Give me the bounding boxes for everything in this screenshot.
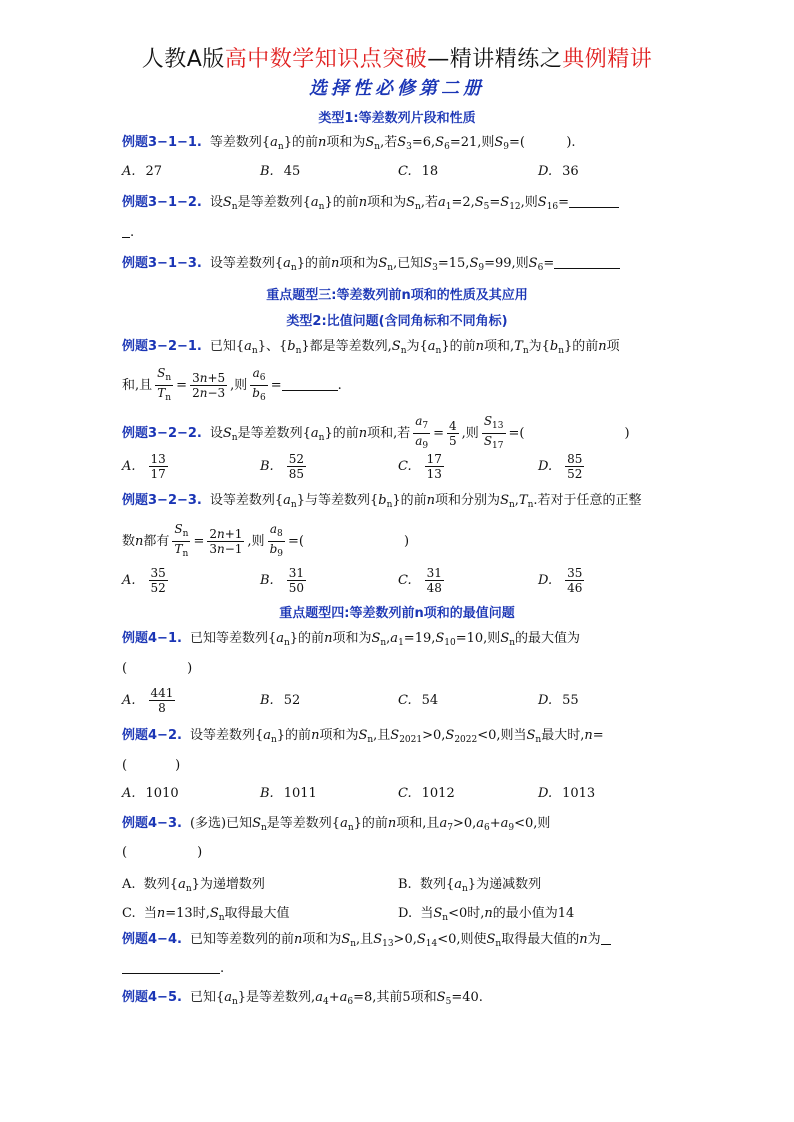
option-b: B. $\frac{52}{85}$ (260, 452, 304, 481)
option-c: C. $\frac{17}{13}$ (398, 452, 442, 481)
header-part3: —精讲精练之 (427, 47, 563, 72)
option-a: A. 27 (122, 164, 163, 179)
header-part4: 典例精讲 (562, 47, 653, 72)
option-d: D. 36 (538, 164, 579, 179)
section-title-2: 重点题型三:等差数列前n项和的性质及其应用 (266, 288, 528, 303)
problem-label: 例题4−5. (122, 990, 182, 1005)
option-d: D. 55 (538, 693, 579, 708)
problem-label: 例题4−1. (122, 631, 182, 646)
problem-4-1: 例题4−1. 已知等差数列$\{a_n\}$的前n项和为$S_n,a_1=19,S_{10}=10$,则$S_n$的最大值为 (122, 631, 581, 648)
problem-label: 例题3−1−1. (122, 135, 202, 150)
header-part2: 高中数学知识点突破 (224, 47, 428, 72)
problem-4-4: 例题4−4. 已知等差数列的前n项和为$S_n$,且$S_{13}>0,S_{14}<0$,则使$S_n$取得最大值的n为 (122, 931, 611, 953)
problem-4-3: 例题4−3. (多选)已知$S_n$是等差数列$\{a_n\}$的前n项和,且$a_7>0,a_6+a_9<0$,则 (122, 816, 551, 833)
option-b: B. 52 (260, 693, 301, 708)
option-b: B. 数列$\{a_n\}$为递减数列 (398, 877, 542, 894)
option-d: D. 1013 (538, 786, 596, 801)
section-title-1: 类型1:等差数列片段和性质 (318, 111, 476, 126)
problem-4-2-paren: ( ) (122, 758, 181, 773)
option-a: A. $\frac{441}{8}$ (122, 686, 174, 715)
problem-3-1-2: 例题3−1−2. 设$S_n$是等差数列$\{a_n\}$的前n项和为$S_n$,若$a_1=2,S_5=S_{12}$,则$S_{16}=$ (122, 194, 619, 216)
option-c: C. 1012 (398, 786, 455, 801)
problem-label: 例题3−2−2. (122, 426, 202, 441)
document-header (0, 42, 794, 73)
document-subtitle: 选择性必修第二册 (309, 78, 485, 99)
option-c: C. 18 (398, 164, 439, 179)
option-c: C. 54 (398, 693, 439, 708)
option-c: C. 当n=13时$,S_n$取得最大值 (122, 906, 290, 923)
option-b: B. 1011 (260, 786, 317, 801)
option-a: A. $\frac{13}{17}$ (122, 452, 166, 481)
option-a: A. 数列$\{a_n\}$为递增数列 (122, 877, 265, 894)
option-d: D. $\frac{85}{52}$ (538, 452, 583, 481)
header-part1: 人教A版 (141, 47, 225, 72)
problem-3-2-2: 例题3−2−2. 设$S_n$是等差数列$\{a_n\}$的前n项和,若 $\frac{a_7}{a_9}$ = $\frac{4}{5}$ ,则 $\frac{S_{13}}{S_{17}}$ =( ) (122, 414, 630, 451)
problem-4-4-cont: . (122, 960, 224, 978)
problem-3-2-3-cont: 数n都有 $\frac{S_n}{T_n}$ = $\frac{2n+1}{3n-1}$ ,则 $\frac{a_8}{b_9}$ =( ) (122, 522, 410, 559)
option-d: D. 当$S_n<0$时,n的最小值为14 (398, 906, 575, 923)
option-c: C. $\frac{31}{48}$ (398, 566, 442, 595)
option-a: A. 1010 (122, 786, 179, 801)
option-d: D. $\frac{35}{46}$ (538, 566, 583, 595)
problem-label: 例题4−2. (122, 728, 182, 743)
problem-label: 例题3−1−2. (122, 195, 202, 210)
problem-3-2-1-cont: 和,且 $\frac{S_n}{T_n}$ = $\frac{3n+5}{2n-3}$ ,则 $\frac{a_6}{b_6}$ = . (122, 366, 342, 403)
problem-label: 例题4−4. (122, 932, 182, 947)
problem-4-2: 例题4−2. 设等差数列$\{a_n\}$的前n项和为$S_n$,且$S_{2021}>0,S_{2022}<0$,则当$S_n$最大时,n= (122, 728, 604, 745)
section-title-3: 类型2:比值问题(含同角标和不同角标) (286, 314, 508, 329)
option-b: B. 45 (260, 164, 301, 179)
option-b: B. $\frac{31}{50}$ (260, 566, 304, 595)
problem-3-1-1: 例题3−1−1. 等差数列$\{a_n\}$的前n项和为$S_n$,若$S_3=6,S_6=21$,则$S_9=$( ). (122, 135, 576, 152)
problem-3-1-2-cont: . (122, 224, 134, 242)
problem-label: 例题3−1−3. (122, 256, 202, 271)
section-title-4: 重点题型四:等差数列前n项和的最值问题 (279, 606, 515, 621)
problem-3-2-3: 例题3−2−3. 设等差数列$\{a_n\}$与等差数列$\{b_n\}$的前n项和分别为$S_n,T_n$.若对于任意的正整 (122, 493, 642, 510)
problem-4-3-paren: ( ) (122, 845, 203, 860)
problem-4-5: 例题4−5. 已知$\{a_n\}$是等差数列$,a_4+a_6=8$,其前5项和$S_5=40$. (122, 990, 483, 1007)
problem-label: 例题4−3. (122, 816, 182, 831)
problem-3-2-1: 例题3−2−1. 已知$\{a_n\}$、$\{b_n\}$都是等差数列$,S_n$为$\{a_n\}$的前n项和$,T_n$为$\{b_n\}$的前n项 (122, 339, 620, 356)
problem-label: 例题3−2−3. (122, 493, 202, 508)
problem-label: 例题3−2−1. (122, 339, 202, 354)
option-a: A. $\frac{35}{52}$ (122, 566, 166, 595)
problem-3-1-3: 例题3−1−3. 设等差数列$\{a_n\}$的前n项和为$S_n$,已知$S_3=15,S_9=99$,则$S_6=$ (122, 255, 620, 277)
problem-4-1-paren: ( ) (122, 661, 193, 676)
